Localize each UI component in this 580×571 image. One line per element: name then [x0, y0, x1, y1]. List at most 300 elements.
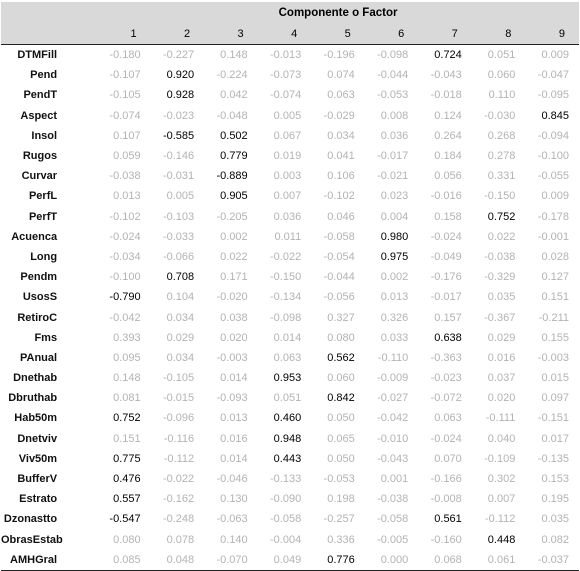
loading-cell: -0.042: [97, 307, 151, 327]
loading-cell: 0.443: [273, 452, 302, 465]
loading-cell: 0.127: [525, 267, 579, 287]
loading-cell: -0.063: [204, 509, 258, 529]
loading-cell: 0.502: [220, 129, 248, 142]
table-row: [1, 388, 579, 408]
loading-cell: 0.011: [258, 227, 312, 247]
loading-cell: 0.107: [113, 129, 141, 142]
table-row: [1, 247, 579, 267]
loading-cell: 0.074: [311, 65, 365, 85]
loading-cell: -0.049: [430, 250, 462, 263]
loading-cell: -0.043: [418, 65, 472, 85]
table-row: [1, 267, 579, 287]
loading-cell: -0.073: [258, 65, 312, 85]
loading-cell: -0.044: [365, 65, 419, 85]
loading-cell: -0.109: [484, 452, 516, 465]
loading-cell: 0.948: [258, 429, 312, 449]
loading-cell: -0.105: [162, 372, 195, 385]
table-row: [1, 449, 579, 469]
loading-cell: 0.015: [541, 372, 569, 385]
row-label: Hab50m: [14, 412, 58, 425]
loading-cell: 0.036: [273, 210, 302, 223]
header-corner: [1, 2, 97, 24]
loading-cell: 0.038: [204, 307, 258, 327]
loading-cell: 0.003: [273, 170, 302, 183]
loading-cell: -0.151: [537, 412, 569, 425]
loading-cell: -0.018: [430, 89, 462, 102]
table-row: [1, 489, 579, 509]
loading-cell: 0.148: [220, 49, 248, 62]
loading-cell: -0.074: [97, 106, 151, 126]
loading-cell: -0.070: [204, 550, 258, 571]
loading-cell: -0.066: [162, 250, 195, 263]
loading-cell: 0.151: [97, 429, 151, 449]
row-label: PerfL: [1, 186, 97, 206]
table-row: [1, 530, 579, 550]
loading-cell: -0.001: [525, 227, 579, 247]
loading-cell: 0.460: [273, 412, 302, 425]
row-label: PendT: [23, 89, 58, 102]
loading-cell: -0.055: [537, 170, 569, 183]
column-header: 9: [525, 24, 579, 45]
row-label: Dzonastto: [1, 509, 97, 529]
row-label: BufferV: [1, 469, 97, 489]
row-label: UsosS: [22, 291, 58, 304]
loading-cell: -0.017: [430, 291, 462, 304]
loading-cell: 0.928: [166, 89, 195, 102]
loading-cell: 0.184: [418, 146, 472, 166]
loading-cell: 0.061: [472, 550, 526, 571]
loading-cell: 0.448: [487, 533, 516, 546]
row-label: Pend: [1, 65, 97, 85]
loading-cell: -0.103: [162, 210, 195, 223]
loading-cell: -0.090: [270, 493, 302, 506]
loading-cell: 0.562: [311, 348, 365, 368]
factor-loadings-table-container: [1, 2, 579, 571]
loading-cell: 0.476: [97, 469, 151, 489]
loading-cell: -0.585: [162, 129, 195, 142]
loading-cell: -0.038: [109, 170, 141, 183]
loading-cell: -0.027: [365, 388, 419, 408]
table-row: [1, 429, 579, 449]
loading-cell: -0.102: [109, 210, 141, 223]
table-row: [1, 550, 579, 571]
loading-cell: -0.056: [323, 291, 355, 304]
loading-cell: 0.155: [541, 331, 569, 344]
loading-cell: -0.021: [377, 170, 409, 183]
column-header: 2: [151, 24, 205, 45]
loading-cell: -0.227: [162, 49, 195, 62]
loading-cell: 0.638: [434, 331, 462, 344]
loading-cell: -0.363: [418, 348, 472, 368]
loading-cell: 0.264: [434, 129, 462, 142]
group-title: Componente o Factor: [97, 2, 579, 24]
loading-cell: -0.248: [151, 509, 205, 529]
loading-cell: -0.166: [418, 469, 472, 489]
loading-cell: 0.065: [311, 429, 365, 449]
loading-cell: -0.196: [323, 49, 355, 62]
loading-cell: 0.393: [113, 331, 141, 344]
loading-cell: -0.030: [472, 106, 526, 126]
loading-cell: -0.033: [151, 227, 205, 247]
loading-cell: 0.336: [327, 533, 355, 546]
loading-cell: 0.004: [380, 210, 409, 223]
loading-cell: -0.102: [311, 186, 365, 206]
header-columns-row: [1, 24, 579, 45]
loading-cell: -0.135: [537, 452, 569, 465]
loading-cell: 0.104: [166, 291, 195, 304]
loading-cell: 0.022: [220, 250, 248, 263]
table-row: [1, 509, 579, 529]
loading-cell: -0.093: [204, 388, 258, 408]
loading-cell: -0.111: [485, 412, 516, 425]
loading-cell: 0.060: [472, 65, 526, 85]
loading-cell: 0.035: [487, 291, 516, 304]
loading-cell: 0.017: [525, 429, 579, 449]
loading-cell: -0.150: [472, 186, 526, 206]
table-row: [1, 307, 579, 327]
loading-cell: 0.034: [327, 129, 355, 142]
loading-cell: 0.048: [151, 550, 205, 571]
loading-cell: -0.058: [365, 509, 419, 529]
loading-cell: 0.070: [434, 452, 462, 465]
loading-cell: 0.779: [204, 146, 258, 166]
row-label: Acuenca: [1, 227, 97, 247]
loading-cell: 0.085: [97, 550, 151, 571]
column-header: 6: [365, 24, 419, 45]
loading-cell: 0.195: [541, 493, 569, 506]
row-label: DTMFill: [17, 49, 58, 62]
loading-cell: -0.022: [151, 469, 205, 489]
row-label: Insol: [31, 129, 58, 142]
table-row: [1, 227, 579, 247]
loading-cell: 0.080: [113, 533, 141, 546]
loading-cell: -0.020: [216, 291, 248, 304]
loading-cell: 0.078: [166, 533, 195, 546]
loading-cell: 0.035: [525, 509, 579, 529]
loading-cell: 0.007: [487, 493, 516, 506]
loading-cell: 0.920: [151, 65, 205, 85]
row-label: PAnual: [1, 348, 97, 368]
loading-cell: -0.044: [311, 267, 365, 287]
loading-cell: 0.034: [151, 307, 205, 327]
loading-cell: -0.037: [525, 550, 579, 571]
loading-cell: 0.905: [204, 186, 258, 206]
loading-cell: 0.013: [380, 291, 409, 304]
loading-cell: 0.278: [472, 146, 526, 166]
loading-cell: -0.009: [377, 372, 409, 385]
loading-cell: 0.014: [220, 452, 248, 465]
table-row: [1, 287, 579, 307]
loading-cell: 0.008: [365, 106, 419, 126]
loading-cell: 0.775: [113, 452, 141, 465]
loading-cell: 0.975: [380, 250, 409, 263]
loading-cell: -0.042: [377, 412, 409, 425]
loading-cell: -0.072: [418, 388, 472, 408]
loading-cell: 0.063: [327, 89, 355, 102]
loading-cell: 0.752: [113, 412, 141, 425]
loading-cell: -0.146: [151, 146, 205, 166]
loading-cell: 0.002: [204, 227, 258, 247]
loading-cell: -0.023: [430, 372, 462, 385]
loading-cell: -0.150: [258, 267, 312, 287]
loading-cell: 0.023: [365, 186, 419, 206]
table-row: [1, 85, 579, 105]
loading-cell: -0.116: [151, 429, 205, 449]
loading-cell: 0.029: [487, 331, 516, 344]
loading-cell: -0.038: [377, 493, 409, 506]
loading-cell: 0.034: [151, 348, 205, 368]
loading-cell: 0.157: [418, 307, 472, 327]
loading-cell: 0.013: [220, 412, 248, 425]
loading-cell: -0.004: [270, 533, 302, 546]
loading-cell: -0.054: [323, 250, 355, 263]
factor-loadings-table: [1, 2, 579, 571]
loading-cell: -0.790: [109, 291, 141, 304]
loading-cell: -0.058: [258, 509, 312, 529]
table-row: [1, 65, 579, 85]
loading-cell: 0.028: [541, 250, 569, 263]
loading-cell: 0.082: [541, 533, 569, 546]
loading-cell: -0.100: [525, 146, 579, 166]
loading-cell: 0.268: [487, 129, 516, 142]
loading-cell: 0.046: [327, 210, 355, 223]
table-row: [1, 45, 579, 66]
loading-cell: -0.029: [311, 106, 365, 126]
loading-cell: 0.752: [487, 210, 516, 223]
loading-cell: -0.016: [418, 186, 472, 206]
loading-cell: -0.105: [109, 89, 141, 102]
table-row: [1, 469, 579, 489]
loading-cell: 0.007: [258, 186, 312, 206]
loading-cell: 0.042: [220, 89, 248, 102]
loading-cell: 0.019: [258, 146, 312, 166]
loading-cell: 0.198: [327, 493, 355, 506]
loading-cell: 0.000: [365, 550, 419, 571]
loading-cell: 0.326: [365, 307, 419, 327]
loading-cell: -0.176: [418, 267, 472, 287]
loading-cell: 0.067: [273, 129, 302, 142]
loading-cell: -0.003: [204, 348, 258, 368]
loading-cell: -0.178: [537, 210, 569, 223]
table-row: [1, 126, 579, 146]
loading-cell: -0.074: [270, 89, 302, 102]
loading-cell: 0.845: [525, 106, 579, 126]
loading-cell: 0.068: [418, 550, 472, 571]
loading-cell: -0.058: [311, 227, 365, 247]
loading-cell: 0.063: [434, 412, 462, 425]
row-label: RetiroC: [1, 307, 97, 327]
table-row: [1, 186, 579, 206]
loading-cell: -0.205: [216, 210, 248, 223]
loading-cell: -0.134: [270, 291, 302, 304]
loading-cell: 0.056: [434, 170, 462, 183]
loading-cell: -0.160: [430, 533, 462, 546]
loading-cell: 0.106: [327, 170, 355, 183]
loading-cell: -0.038: [484, 250, 516, 263]
column-header: 7: [418, 24, 472, 45]
row-label: Dnethab: [13, 372, 58, 385]
table-row: [1, 166, 579, 186]
loading-cell: -0.098: [258, 307, 312, 327]
loading-cell: -0.094: [537, 129, 569, 142]
loading-cell: 0.153: [525, 469, 579, 489]
table-row: [1, 408, 579, 428]
row-label: Viv50m: [18, 452, 58, 465]
loading-cell: 0.557: [113, 493, 141, 506]
loading-cell: -0.046: [204, 469, 258, 489]
loading-cell: 0.724: [434, 49, 462, 62]
loading-cell: -0.100: [97, 267, 151, 287]
loading-cell: 0.013: [97, 186, 151, 206]
loading-cell: -0.034: [109, 250, 141, 263]
loading-cell: 0.014: [220, 372, 248, 385]
loading-cell: -0.053: [311, 469, 365, 489]
loading-cell: 0.081: [97, 388, 151, 408]
loading-cell: 0.327: [311, 307, 365, 327]
header-group-row: [1, 2, 579, 24]
loading-cell: -0.257: [311, 509, 365, 529]
loading-cell: 0.051: [487, 49, 516, 62]
loading-cell: -0.110: [365, 348, 419, 368]
header-corner-blank: [1, 24, 97, 45]
loading-cell: 0.776: [311, 550, 365, 571]
loading-cell: -0.047: [525, 65, 579, 85]
row-label: Aspect: [1, 106, 97, 126]
loading-cell: -0.023: [151, 106, 205, 126]
loading-cell: -0.053: [377, 89, 409, 102]
loading-cell: 0.561: [418, 509, 472, 529]
loading-cell: -0.133: [258, 469, 312, 489]
loading-cell: 0.148: [113, 372, 141, 385]
table-row: [1, 207, 579, 227]
loading-cell: 0.037: [487, 372, 516, 385]
loading-cell: 0.140: [220, 533, 248, 546]
loading-cell: -0.180: [109, 49, 141, 62]
row-label: Long: [30, 250, 58, 263]
loading-cell: 0.036: [380, 129, 409, 142]
loading-cell: -0.098: [377, 49, 409, 62]
loading-cell: -0.013: [270, 49, 302, 62]
loading-cell: 0.001: [365, 469, 419, 489]
loading-cell: -0.367: [472, 307, 526, 327]
row-label: PerfT: [28, 210, 58, 223]
column-header: 1: [97, 24, 151, 45]
loading-cell: 0.110: [488, 89, 516, 102]
loading-cell: 0.033: [380, 331, 409, 344]
loading-cell: 0.980: [365, 227, 419, 247]
row-label: Curvar: [21, 170, 58, 183]
loading-cell: -0.112: [163, 452, 195, 465]
row-label: Pendm: [1, 267, 97, 287]
loading-cell: -0.095: [537, 89, 569, 102]
loading-cell: 0.002: [365, 267, 419, 287]
loading-cell: -0.547: [97, 509, 151, 529]
loading-cell: -0.022: [270, 250, 302, 263]
loading-cell: 0.029: [166, 331, 195, 344]
loading-cell: 0.009: [525, 186, 579, 206]
loading-cell: 0.171: [204, 267, 258, 287]
loading-cell: 0.095: [97, 348, 151, 368]
loading-cell: 0.158: [434, 210, 462, 223]
loading-cell: 0.020: [472, 388, 526, 408]
loading-cell: 0.049: [258, 550, 312, 571]
loading-cell: 0.050: [327, 412, 355, 425]
column-header: 5: [311, 24, 365, 45]
loading-cell: 0.016: [472, 348, 526, 368]
table-body: [1, 45, 579, 571]
row-label: AMHGral: [1, 550, 97, 571]
loading-cell: -0.043: [377, 452, 409, 465]
table-row: [1, 146, 579, 166]
loading-cell: -0.107: [97, 65, 151, 85]
loading-cell: 0.050: [327, 452, 355, 465]
loading-cell: -0.031: [162, 170, 195, 183]
loading-cell: -0.048: [204, 106, 258, 126]
table-header: [1, 2, 579, 45]
loading-cell: 0.059: [97, 146, 151, 166]
loading-cell: 0.302: [472, 469, 526, 489]
column-header: 8: [472, 24, 526, 45]
loading-cell: -0.024: [418, 429, 472, 449]
table-row: [1, 348, 579, 368]
loading-cell: 0.063: [258, 348, 312, 368]
loading-cell: 0.014: [273, 331, 302, 344]
loading-cell: -0.005: [377, 533, 409, 546]
table-row: [1, 106, 579, 126]
loading-cell: 0.708: [151, 267, 205, 287]
row-label: ObrasEstab: [1, 533, 63, 546]
loading-cell: 0.022: [472, 227, 526, 247]
loading-cell: -0.017: [365, 146, 419, 166]
loading-cell: -0.889: [216, 170, 248, 183]
row-label: Estrato: [19, 493, 58, 506]
loading-cell: -0.096: [162, 412, 195, 425]
loading-cell: 0.842: [311, 388, 365, 408]
loading-cell: -0.003: [525, 348, 579, 368]
loading-cell: -0.112: [472, 509, 526, 529]
loading-cell: 0.124: [418, 106, 472, 126]
loading-cell: 0.020: [220, 331, 248, 344]
loading-cell: 0.005: [151, 186, 205, 206]
loading-cell: 0.051: [258, 388, 312, 408]
loading-cell: 0.009: [541, 49, 569, 62]
loading-cell: 0.005: [258, 106, 312, 126]
loading-cell: -0.010: [365, 429, 419, 449]
loading-cell: 0.040: [472, 429, 526, 449]
table-row: [1, 328, 579, 348]
loading-cell: -0.329: [472, 267, 526, 287]
loading-cell: 0.130: [220, 493, 248, 506]
loading-cell: 0.097: [525, 388, 579, 408]
loading-cell: -0.224: [204, 65, 258, 85]
loading-cell: -0.211: [525, 307, 579, 327]
loading-cell: 0.331: [487, 170, 516, 183]
row-label: Dnetviv: [1, 429, 97, 449]
row-label: Dbruthab: [1, 388, 97, 408]
column-header: 4: [258, 24, 312, 45]
loading-cell: 0.080: [327, 331, 355, 344]
loading-cell: -0.024: [97, 227, 151, 247]
loading-cell: 0.060: [327, 372, 355, 385]
loading-cell: 0.151: [541, 291, 569, 304]
loading-cell: 0.016: [204, 429, 258, 449]
loading-cell: -0.162: [162, 493, 195, 506]
row-label: Fms: [34, 331, 58, 344]
table-row: [1, 368, 579, 388]
loading-cell: 0.953: [273, 372, 302, 385]
loading-cell: -0.008: [430, 493, 462, 506]
column-header: 3: [204, 24, 258, 45]
